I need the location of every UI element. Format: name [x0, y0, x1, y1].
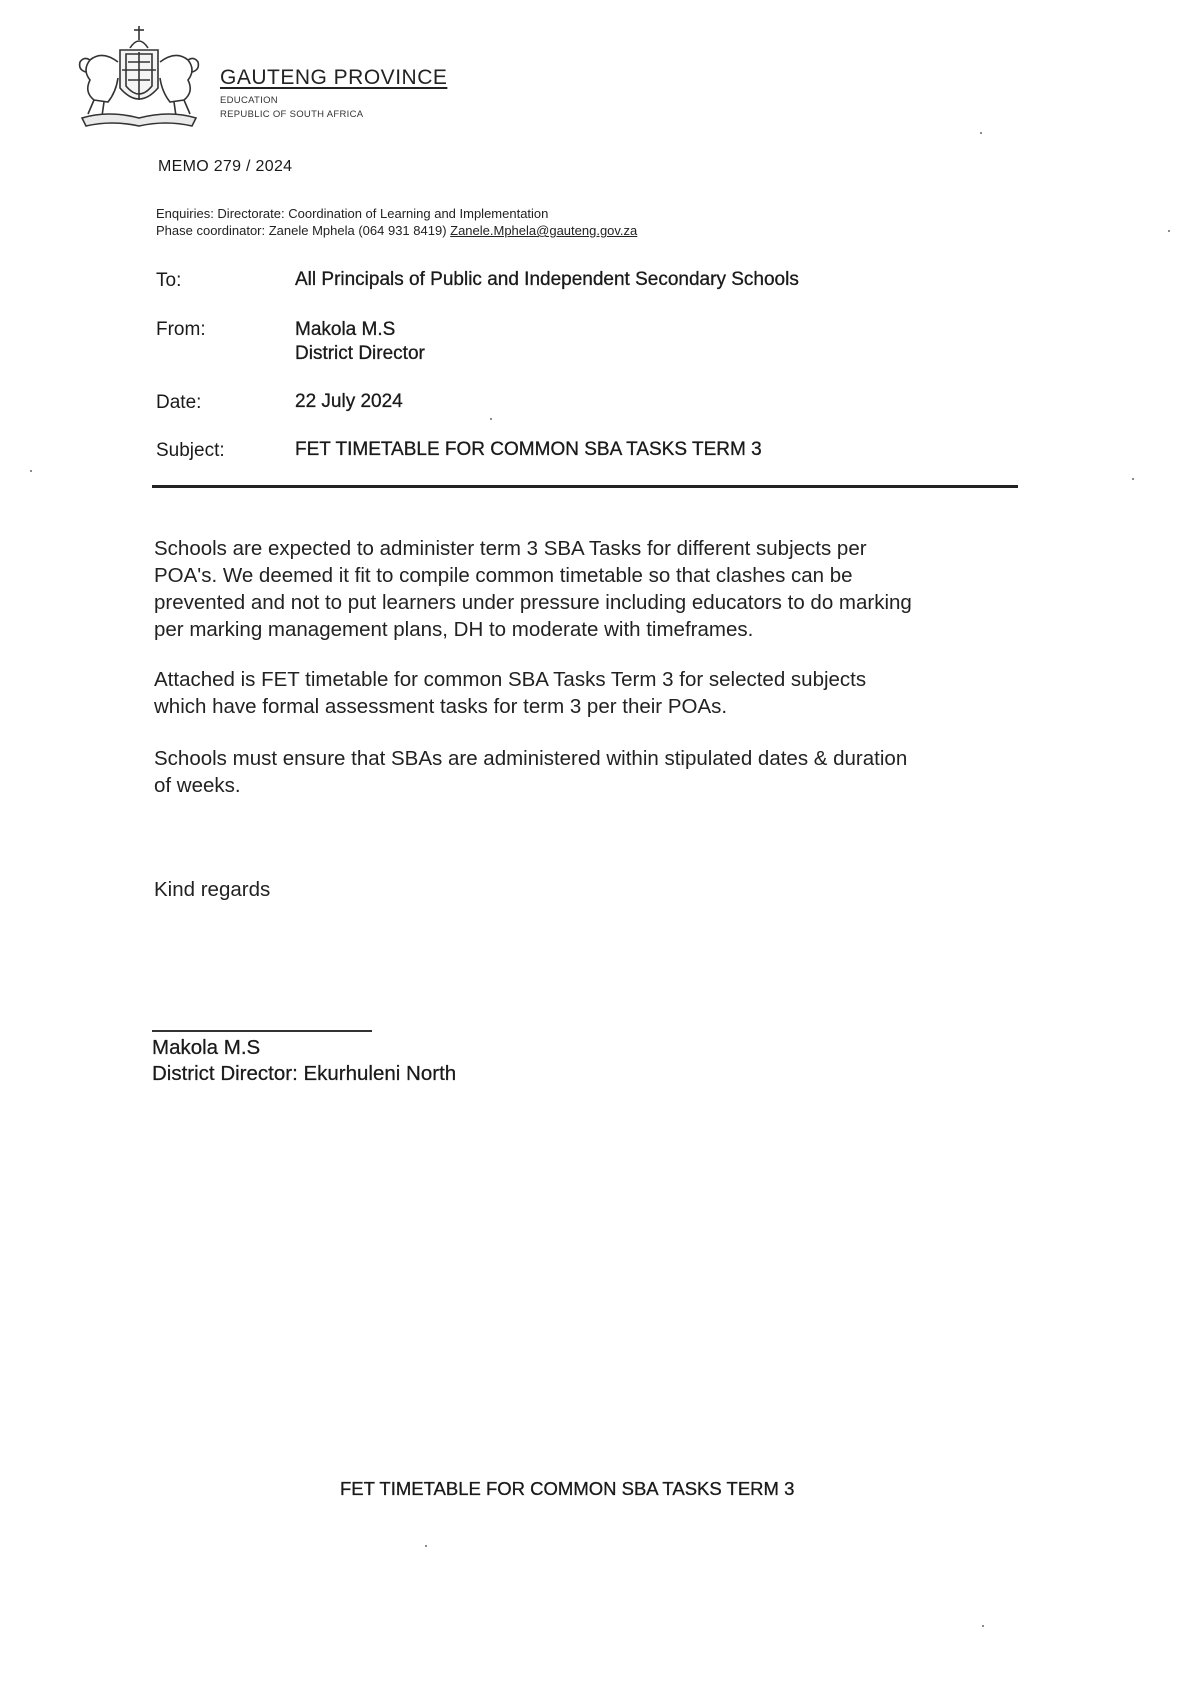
closing-regards: Kind regards [154, 878, 271, 901]
paragraph-line: Schools are expected to administer term 3 SBA Tasks for different subjects per [154, 537, 867, 560]
letterhead-department: EDUCATION [220, 95, 278, 106]
from-title: District Director [295, 343, 425, 364]
body-paragraph-1 [154, 535, 1014, 643]
date-label: Date: [156, 392, 202, 413]
subject-value: FET TIMETABLE FOR COMMON SBA TASKS TERM 3 [295, 439, 762, 460]
paragraph-line: per marking management plans, DH to moderate with timeframes. [154, 618, 754, 641]
signatory-name: Makola M.S [152, 1036, 261, 1059]
body-paragraph-2 [154, 666, 1014, 720]
attachment-title: FET TIMETABLE FOR COMMON SBA TASKS TERM 3 [340, 1478, 795, 1499]
from-label: From: [156, 319, 206, 340]
enquiries-phase-coordinator [156, 223, 637, 238]
scan-speck [490, 418, 492, 420]
scan-speck [1132, 478, 1134, 480]
enquiries-directorate: Enquiries: Directorate: Coordination of Learning and Implementation [156, 206, 549, 221]
scan-speck [982, 1625, 984, 1627]
scan-speck [1168, 230, 1170, 232]
paragraph-line: which have formal assessment tasks for term 3 per their POAs. [154, 695, 728, 718]
paragraph-line: of weeks. [154, 774, 241, 797]
coordinator-email-link[interactable]: Zanele.Mphela@gauteng.gov.za [450, 223, 638, 238]
subject-label: Subject: [156, 440, 225, 461]
coat-of-arms-logo [68, 22, 210, 132]
signatory-title: District Director: Ekurhuleni North [152, 1062, 457, 1085]
paragraph-line: Attached is FET timetable for common SBA Tasks Term 3 for selected subjects [154, 668, 867, 691]
memo-number: MEMO 279 / 2024 [158, 158, 293, 175]
phase-coordinator-text: Phase coordinator: Zanele Mphela (064 931 8419) [156, 223, 451, 238]
letterhead-country: REPUBLIC OF SOUTH AFRICA [220, 109, 364, 120]
letterhead-province: GAUTENG PROVINCE [220, 66, 448, 89]
date-value: 22 July 2024 [295, 391, 403, 412]
scan-speck [425, 1545, 427, 1547]
to-label: To: [156, 270, 182, 291]
header-divider [152, 485, 1018, 488]
body-paragraph-3 [154, 745, 1014, 799]
paragraph-line: Schools must ensure that SBAs are administered within stipulated dates & duration [154, 747, 908, 770]
scan-speck [980, 132, 982, 134]
paragraph-line: prevented and not to put learners under pressure including educators to do marking [154, 591, 912, 614]
from-name: Makola M.S [295, 319, 396, 340]
scan-speck [30, 470, 32, 472]
paragraph-line: POA's. We deemed it fit to compile common timetable so that clashes can be [154, 564, 853, 587]
to-value: All Principals of Public and Independent Secondary Schools [295, 269, 799, 290]
signature-line [152, 1030, 372, 1032]
